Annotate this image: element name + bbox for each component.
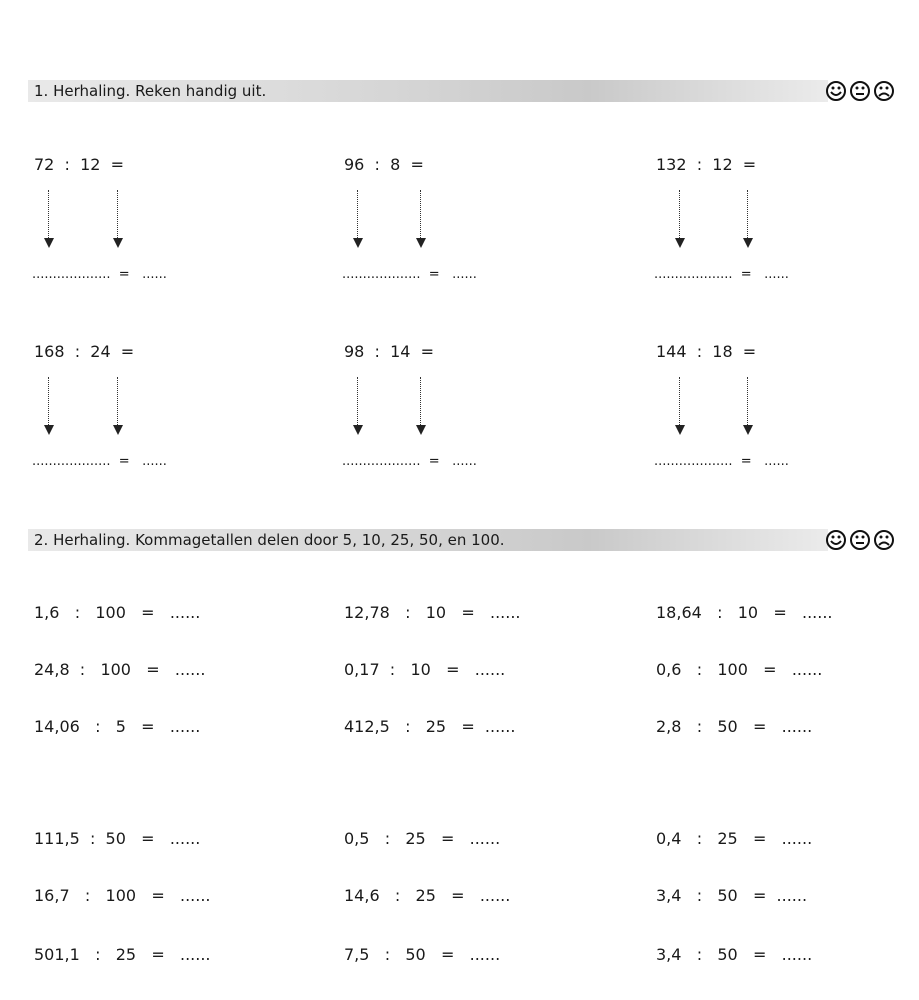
down-arrow-icon [48, 377, 49, 427]
decimal-division-problem[interactable]: 111,5 : 50 = ...... [34, 829, 201, 848]
down-arrow-icon [117, 190, 118, 240]
decimal-division-problem[interactable]: 0,6 : 100 = ...... [656, 660, 823, 679]
decimal-division-problem[interactable]: 7,5 : 50 = ...... [344, 945, 501, 964]
division-problem: 72 : 12 = [34, 155, 125, 174]
answer-blank[interactable]: ................... = ...... [654, 454, 789, 469]
decimal-division-problem[interactable]: 16,7 : 100 = ...... [34, 886, 211, 905]
section-1-title: 1. Herhaling. Reken handig uit. [34, 82, 267, 100]
decimal-division-problem[interactable]: 14,06 : 5 = ...... [34, 717, 201, 736]
down-arrow-icon [357, 190, 358, 240]
division-problem: 98 : 14 = [344, 342, 435, 361]
answer-blank[interactable]: ................... = ...... [342, 454, 477, 469]
smiley-faces-icon [825, 529, 897, 551]
decimal-division-problem[interactable]: 412,5 : 25 = ...... [344, 717, 516, 736]
down-arrow-icon [48, 190, 49, 240]
division-problem: 96 : 8 = [344, 155, 424, 174]
section-1-header [28, 80, 828, 102]
down-arrow-icon [420, 377, 421, 427]
decimal-division-problem[interactable]: 3,4 : 50 = ...... [656, 945, 813, 964]
answer-blank[interactable]: ................... = ...... [32, 267, 167, 282]
decimal-division-problem[interactable]: 24,8 : 100 = ...... [34, 660, 206, 679]
down-arrow-icon [747, 190, 748, 240]
answer-blank[interactable]: ................... = ...... [654, 267, 789, 282]
decimal-division-problem[interactable]: 3,4 : 50 = ...... [656, 886, 808, 905]
answer-blank[interactable]: ................... = ...... [32, 454, 167, 469]
down-arrow-icon [420, 190, 421, 240]
decimal-division-problem[interactable]: 0,5 : 25 = ...... [344, 829, 501, 848]
decimal-division-problem[interactable]: 14,6 : 25 = ...... [344, 886, 511, 905]
decimal-division-problem[interactable]: 0,4 : 25 = ...... [656, 829, 813, 848]
decimal-division-problem[interactable]: 2,8 : 50 = ...... [656, 717, 813, 736]
rating-smileys-2[interactable] [825, 529, 897, 556]
section-2-title: 2. Herhaling. Kommagetallen delen door 5, 10, 25, 50, en 100. [34, 531, 505, 549]
down-arrow-icon [679, 190, 680, 240]
division-problem: 132 : 12 = [656, 155, 757, 174]
section-2-header [28, 529, 828, 551]
answer-blank[interactable]: ................... = ...... [342, 267, 477, 282]
decimal-division-problem[interactable]: 0,17 : 10 = ...... [344, 660, 506, 679]
decimal-division-problem[interactable]: 12,78 : 10 = ...... [344, 603, 521, 622]
division-problem: 168 : 24 = [34, 342, 135, 361]
decimal-division-problem[interactable]: 18,64 : 10 = ...... [656, 603, 833, 622]
smiley-faces-icon [825, 80, 897, 102]
down-arrow-icon [679, 377, 680, 427]
down-arrow-icon [747, 377, 748, 427]
decimal-division-problem[interactable]: 1,6 : 100 = ...... [34, 603, 201, 622]
division-problem: 144 : 18 = [656, 342, 757, 361]
down-arrow-icon [357, 377, 358, 427]
decimal-division-problem[interactable]: 501,1 : 25 = ...... [34, 945, 211, 964]
rating-smileys-1[interactable] [825, 80, 897, 107]
down-arrow-icon [117, 377, 118, 427]
